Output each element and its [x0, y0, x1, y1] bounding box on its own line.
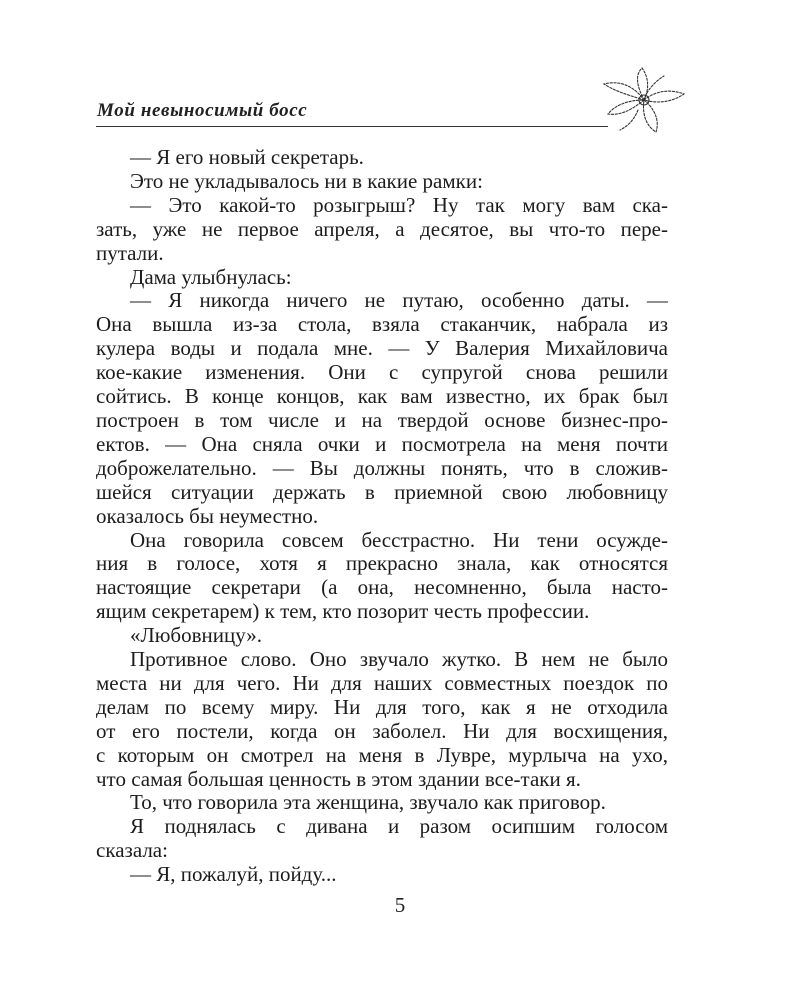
- text-line: Я поднялась с дивана и разом осипшим голосом: [130, 814, 668, 839]
- text-line: «Любовницу».: [130, 623, 263, 648]
- flower-ornament-icon: [598, 64, 690, 136]
- text-line: от его постели, когда он заболел. Ни для восхищения,: [96, 718, 668, 743]
- text-line: Это не укладывалось ни в какие рамки:: [130, 168, 483, 193]
- text-line: места ни для чего. Ни для наших совместных поездок по: [96, 670, 668, 695]
- text-line: оказалось бы неуместно.: [96, 503, 319, 528]
- text-line: шейся ситуации держать в приемной свою любовницу: [96, 479, 668, 504]
- text-line: кое-какие изменения. Они с супругой снова решили: [96, 360, 668, 385]
- text-line: То, что говорила эта женщина, звучало как приговор.: [130, 790, 606, 815]
- text-line: — Я, пожалуй, пойду...: [130, 862, 337, 887]
- text-line: Она вышла из-за стола, взяла стаканчик, набрала из: [96, 312, 668, 337]
- text-line: доброжелательно. — Вы должны понять, что в сложив-: [96, 455, 668, 480]
- text-line: кулера воды и подала мне. — У Валерия Михайловича: [96, 336, 668, 361]
- text-line: путали.: [96, 240, 164, 265]
- text-line: настоящие секретари (а она, несомненно, была насто-: [96, 575, 668, 600]
- paragraph: [96, 863, 668, 887]
- paragraph: [96, 170, 668, 194]
- page-number: 5: [394, 893, 406, 917]
- text-line: зать, уже не первое апреля, а десятое, вы что-то пере-: [96, 216, 668, 241]
- text-line: — Я его новый секретарь.: [130, 145, 364, 169]
- paragraph: [96, 146, 668, 170]
- text-line: ящим секретарем) к тем, кто позорит честь профессии.: [96, 599, 590, 624]
- text-line: — Я никогда ничего не путаю, особенно даты. —: [130, 288, 668, 313]
- paragraph: [96, 624, 668, 648]
- text-line: делам по всему миру. Ни для того, как я не отходила: [96, 694, 668, 719]
- paragraph: [96, 529, 668, 625]
- text-line: сказала:: [96, 838, 168, 863]
- text-line: Она говорила совсем бесстрастно. Ни тени осужде-: [130, 527, 668, 552]
- running-header-title: Мой невыносимый босс: [97, 100, 308, 121]
- paragraph: [96, 289, 668, 528]
- header-rule: [96, 126, 608, 127]
- paragraph: [96, 648, 668, 791]
- text-line: сойтись. В конце концов, как вам известно, их брак был: [96, 384, 668, 409]
- paragraph: [96, 791, 668, 815]
- text-line: с которым он смотрел на меня в Лувре, мурлыча на ухо,: [96, 742, 668, 767]
- paragraph: [96, 815, 668, 863]
- text-line: — Это какой-то розыгрыш? Ну так могу вам ска-: [130, 192, 668, 217]
- paragraph: [96, 266, 668, 290]
- text-line: построен в том числе и на твердой основе бизнес-про-: [96, 407, 668, 432]
- text-line: ния в голосе, хотя я прекрасно знала, как относятся: [96, 551, 668, 576]
- chapter-body: [96, 146, 668, 887]
- text-line: Дама улыбнулась:: [130, 264, 292, 289]
- text-line: что самая большая ценность в этом здании все-таки я.: [96, 766, 581, 791]
- text-line: Противное слово. Оно звучало жутко. В нем не было: [130, 647, 668, 672]
- paragraph: [96, 194, 668, 266]
- text-line: ектов. — Она сняла очки и посмотрела на меня почти: [96, 431, 668, 456]
